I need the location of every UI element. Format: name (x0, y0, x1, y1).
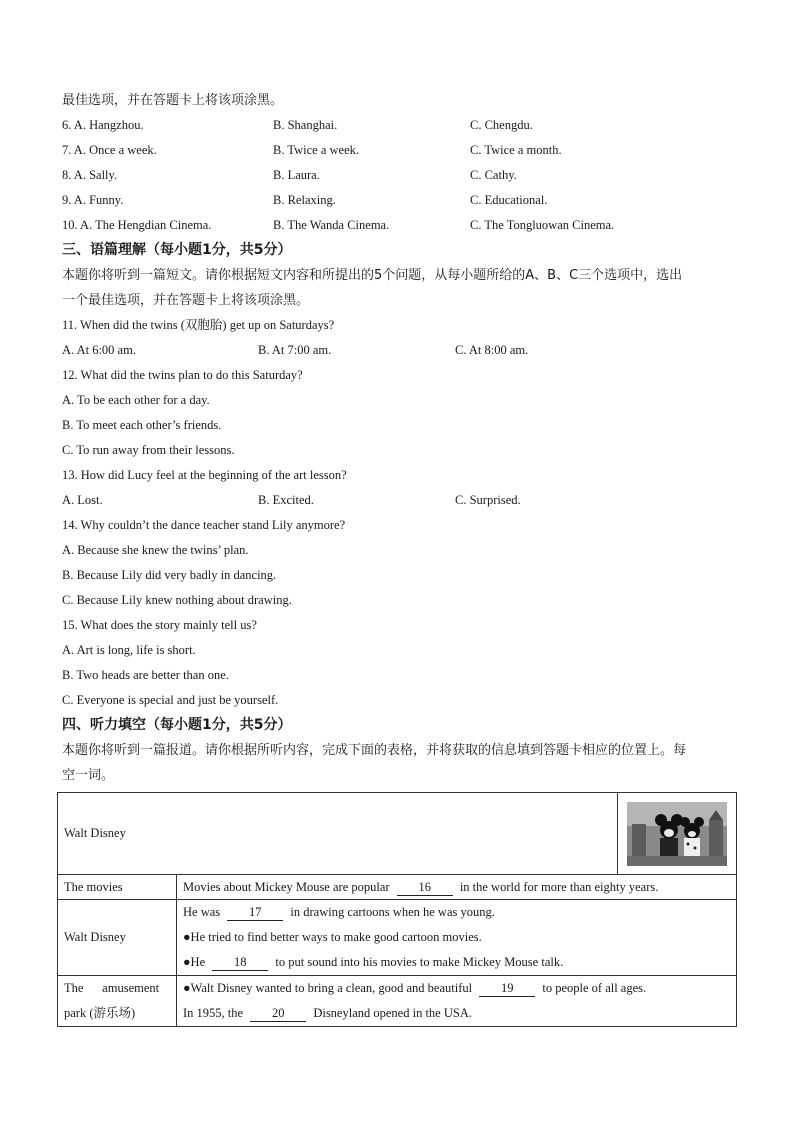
question-12-stem: 12. What did the twins plan to do this Saturday? (62, 368, 303, 382)
question-9 (62, 188, 738, 213)
row-label-walt-disney: Walt Disney (58, 900, 177, 976)
option-c: C. At 8:00 am. (455, 343, 529, 357)
part4-heading: 四、听力填空（每小题1分，共5分） (62, 717, 292, 733)
mickey-minnie-photo (627, 802, 727, 866)
option-b: B. The Wanda Cinema. (273, 218, 390, 232)
intro-tail: 最佳选项，并在答题卡上将该项涂黑。 (62, 93, 284, 108)
question-11-options (62, 338, 738, 363)
answer-blank-16[interactable]: 16 (397, 879, 453, 896)
option-b: B. Two heads are better than one. (62, 668, 229, 682)
fill-in-table (57, 792, 737, 1027)
part4-instruction-cont: 空一词。 (62, 768, 115, 783)
option-a: A. At 6:00 am. (62, 343, 136, 357)
option-c: C. Because Lily knew nothing about drawing. (62, 593, 292, 607)
option-a: 6. A. Hangzhou. (62, 118, 144, 132)
question-6 (62, 113, 738, 138)
answer-blank-20[interactable]: 20 (250, 1005, 306, 1022)
option-c: C. Everyone is special and just be yourself. (62, 693, 279, 707)
option-b: B. To meet each other’s friends. (62, 418, 222, 432)
question-14-stem: 14. Why couldn’t the dance teacher stand Lily anymore? (62, 518, 346, 532)
row-label-movies: The movies (58, 875, 177, 900)
option-a: A. Lost. (62, 493, 103, 507)
option-b: B. Twice a week. (273, 143, 360, 157)
table-title: Walt Disney (58, 793, 618, 875)
row-walt-disney-content: He was 17 in drawing cartoons when he was young. ●He tried to find better ways to make good cartoon movies. ●He 18 to put sound into his movies to make Mickey Mouse talk. (177, 900, 737, 976)
question-11-stem: 11. When did the twins (双胞胎) get up on Saturdays? (62, 318, 335, 332)
option-a: A. Because she knew the twins’ plan. (62, 543, 249, 557)
option-c: C. Surprised. (455, 493, 521, 507)
option-a: 8. A. Sally. (62, 168, 118, 182)
option-c: C. Chengdu. (470, 118, 533, 132)
option-c: C. To run away from their lessons. (62, 443, 235, 457)
option-b: B. Because Lily did very badly in dancing. (62, 568, 277, 582)
part3-instruction: 本题你将听到一篇短文。请你根据短文内容和所提出的5个问题，从每小题所给的A、B、C三个选项中，选出 (62, 268, 683, 283)
question-13-stem: 13. How did Lucy feel at the beginning of the art lesson? (62, 468, 347, 482)
option-a: 9. A. Funny. (62, 193, 124, 207)
answer-blank-17[interactable]: 17 (227, 904, 283, 921)
option-b: B. Shanghai. (273, 118, 338, 132)
option-b: B. At 7:00 am. (258, 343, 332, 357)
exam-page (62, 88, 738, 1027)
row-amusement-park-content: ●Walt Disney wanted to bring a clean, good and beautiful 19 to people of all ages. In 1955, the 20 Disneyland opened in the USA. (177, 976, 737, 1027)
question-15-stem: 15. What does the story mainly tell us? (62, 618, 257, 632)
option-c: C. The Tongluowan Cinema. (470, 218, 615, 232)
table-image-cell (618, 793, 737, 875)
question-8 (62, 163, 738, 188)
part4-instruction: 本题你将听到一篇报道。请你根据所听内容，完成下面的表格，并将获取的信息填到答题卡相应的位置上。每 (62, 743, 687, 758)
part3-instruction-cont: 一个最佳选项，并在答题卡上将该项涂黑。 (62, 293, 310, 308)
row-label-amusement-park: The amusement park (游乐场) (58, 976, 177, 1027)
option-a: A. To be each other for a day. (62, 393, 210, 407)
question-13-options (62, 488, 738, 513)
option-a: 10. A. The Hengdian Cinema. (62, 218, 212, 232)
row-movies-content: Movies about Mickey Mouse are popular 16 in the world for more than eighty years. (177, 875, 737, 900)
option-a: A. Art is long, life is short. (62, 643, 196, 657)
option-a: 7. A. Once a week. (62, 143, 157, 157)
option-b: B. Relaxing. (273, 193, 336, 207)
option-b: B. Excited. (258, 493, 314, 507)
option-b: B. Laura. (273, 168, 320, 182)
part3-heading: 三、语篇理解（每小题1分，共5分） (62, 242, 292, 258)
option-c: C. Cathy. (470, 168, 517, 182)
option-c: C. Twice a month. (470, 143, 562, 157)
answer-blank-19[interactable]: 19 (479, 980, 535, 997)
question-7 (62, 138, 738, 163)
answer-blank-18[interactable]: 18 (212, 954, 268, 971)
option-c: C. Educational. (470, 193, 548, 207)
question-10 (62, 213, 738, 238)
